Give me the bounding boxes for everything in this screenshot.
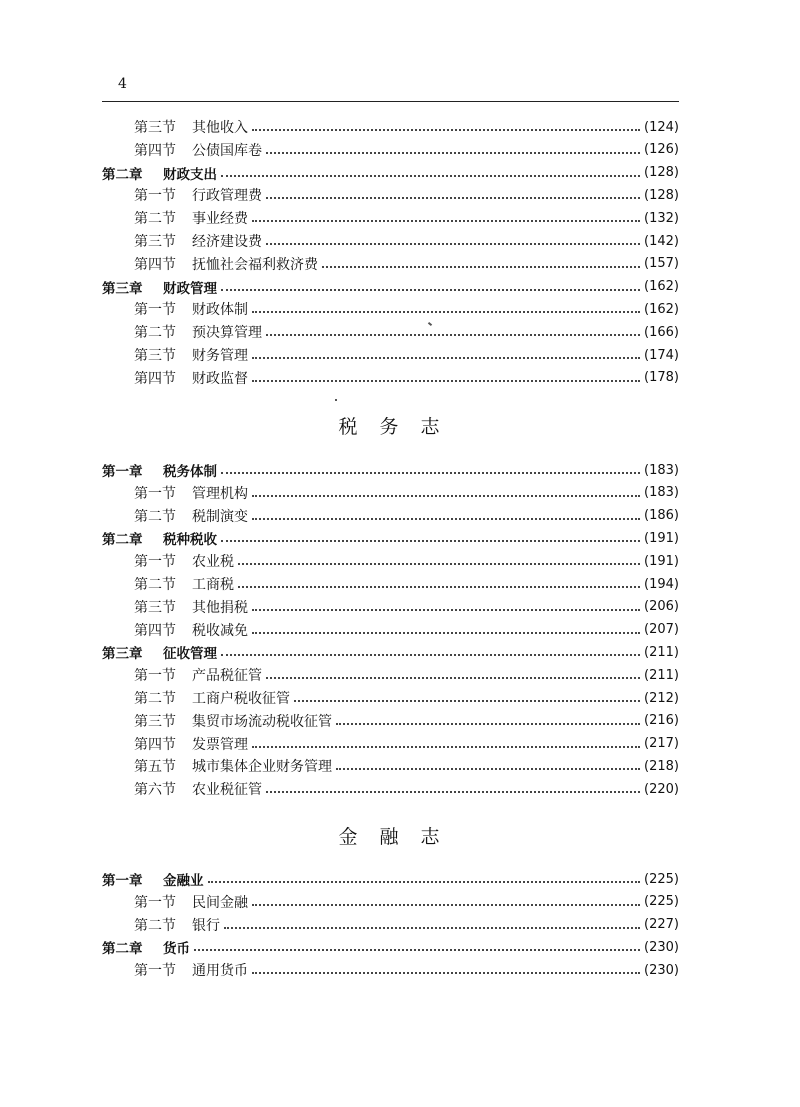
entry-number: 第二节 xyxy=(134,691,176,707)
toc-section-row xyxy=(102,573,679,595)
toc-section-row xyxy=(102,959,679,981)
dot-leader xyxy=(208,881,641,883)
toc-section-row xyxy=(102,139,679,161)
entry-title: 城市集体企业财务管理 xyxy=(192,759,332,776)
toc-chapter-row xyxy=(102,868,679,890)
toc-section-row xyxy=(102,184,679,206)
toc-section-row xyxy=(102,664,679,686)
dot-leader xyxy=(221,540,640,542)
entry-number: 第三节 xyxy=(134,348,176,364)
dot-leader xyxy=(238,586,640,588)
dot-leader xyxy=(221,175,640,177)
toc-chapter-row xyxy=(102,459,679,481)
entry-title: 农业税 xyxy=(192,554,234,571)
dot-leader xyxy=(266,197,640,199)
toc-chapter-row xyxy=(102,641,679,663)
entry-page: (186) xyxy=(644,508,679,524)
entry-page: (211) xyxy=(644,644,679,660)
entry-number: 第一节 xyxy=(134,963,176,980)
entry-number: 第四节 xyxy=(134,370,176,387)
entry-number: 第二章 xyxy=(102,166,143,183)
dot-leader xyxy=(252,495,640,497)
toc-section-row xyxy=(102,298,679,320)
entry-title: 事业经费 xyxy=(192,211,248,228)
dot-leader xyxy=(252,972,640,974)
entry-page: (230) xyxy=(644,962,679,978)
entry-number: 第四节 xyxy=(134,622,176,639)
entry-page: (227) xyxy=(644,917,679,933)
entry-page: (218) xyxy=(644,758,679,774)
entry-page: (220) xyxy=(644,781,679,797)
scan-speck xyxy=(335,399,337,401)
entry-title: 管理机构 xyxy=(192,485,248,502)
toc-section-row xyxy=(102,710,679,732)
dot-leader xyxy=(194,949,640,951)
entry-page: (178) xyxy=(644,370,679,386)
dot-leader xyxy=(252,380,640,382)
dot-leader xyxy=(266,791,640,793)
entry-title: 财政体制 xyxy=(192,302,248,319)
toc-section-row xyxy=(102,914,679,936)
entry-page: (166) xyxy=(644,324,679,340)
toc-section-row xyxy=(102,482,679,504)
entry-page: (206) xyxy=(644,599,679,615)
entry-title: 工商户税收征管 xyxy=(192,691,290,707)
toc-section-row xyxy=(102,321,679,343)
toc-section-row xyxy=(102,116,679,138)
entry-page: (128) xyxy=(644,187,679,203)
toc-section-row xyxy=(102,207,679,229)
entry-title: 财政支出 xyxy=(163,166,217,183)
entry-title: 税制演变 xyxy=(192,508,248,525)
entry-page: (216) xyxy=(644,713,679,729)
entry-title: 民间金融 xyxy=(192,894,248,911)
dot-leader xyxy=(238,563,640,565)
toc-section-row xyxy=(102,619,679,641)
toc-section-row xyxy=(102,733,679,755)
entry-page: (183) xyxy=(644,462,679,478)
dot-leader xyxy=(336,723,640,725)
header-rule xyxy=(102,101,679,102)
toc-section-row xyxy=(102,596,679,618)
entry-page: (183) xyxy=(644,485,679,501)
dot-leader xyxy=(221,654,640,656)
entry-title: 征收管理 xyxy=(163,646,217,663)
entry-title: 集贸市场流动税收征管 xyxy=(192,713,332,730)
entry-number: 第一节 xyxy=(134,894,176,911)
dot-leader xyxy=(266,677,640,679)
dot-leader xyxy=(252,609,640,611)
entry-page: (225) xyxy=(644,894,679,910)
toc-chapter-row xyxy=(102,527,679,549)
entry-number: 第二节 xyxy=(134,325,176,342)
entry-number: 第三章 xyxy=(102,646,143,663)
entry-number: 第二节 xyxy=(134,508,176,525)
toc-chapter-row xyxy=(102,276,679,298)
entry-title: 产品税征管 xyxy=(192,668,262,685)
toc-section-row xyxy=(102,367,679,389)
entry-number: 第二章 xyxy=(102,532,143,549)
entry-number: 第一节 xyxy=(134,485,176,502)
toc-section-row xyxy=(102,230,679,252)
page-number: 4 xyxy=(118,76,127,92)
entry-page: (225) xyxy=(644,871,679,887)
entry-page: (142) xyxy=(644,233,679,249)
entry-title: 通用货币 xyxy=(192,963,248,980)
entry-number: 第一章 xyxy=(102,464,143,480)
dot-leader xyxy=(252,311,640,313)
entry-page: (157) xyxy=(644,256,679,272)
entry-number: 第一节 xyxy=(134,668,176,685)
toc-section-row xyxy=(102,550,679,572)
dot-leader xyxy=(266,243,640,245)
entry-number: 第四节 xyxy=(134,256,176,273)
entry-title: 公债国库卷 xyxy=(192,142,262,159)
entry-number: 第一节 xyxy=(134,554,176,571)
toc-section-row xyxy=(102,253,679,275)
dot-leader xyxy=(322,266,640,268)
dot-leader xyxy=(252,518,640,520)
entry-page: (162) xyxy=(644,279,679,295)
dot-leader xyxy=(221,289,640,291)
entry-number: 第四节 xyxy=(134,142,176,159)
entry-page: (128) xyxy=(644,165,679,181)
toc-section-row xyxy=(102,755,679,777)
entry-page: (217) xyxy=(644,736,679,752)
entry-title: 工商税 xyxy=(192,577,234,593)
entry-page: (174) xyxy=(644,347,679,363)
entry-number: 第五节 xyxy=(134,759,176,776)
entry-title: 金融业 xyxy=(163,873,204,889)
entry-page: (207) xyxy=(644,622,679,638)
dot-leader xyxy=(224,927,640,929)
entry-title: 预决算管理 xyxy=(192,325,262,342)
dot-leader xyxy=(266,334,640,336)
entry-number: 第三节 xyxy=(134,713,176,730)
entry-title: 财务管理 xyxy=(192,348,248,364)
entry-number: 第一节 xyxy=(134,188,176,205)
entry-number: 第三章 xyxy=(102,280,143,297)
entry-title: 经济建设费 xyxy=(192,234,262,250)
entry-title: 财政监督 xyxy=(192,370,248,387)
entry-title: 税务体制 xyxy=(163,464,217,480)
entry-title: 税种税收 xyxy=(163,532,217,549)
entry-page: (211) xyxy=(644,667,679,683)
entry-title: 抚恤社会福利救济费 xyxy=(192,256,318,273)
dot-leader xyxy=(252,220,640,222)
entry-title: 货币 xyxy=(163,941,190,958)
dot-leader xyxy=(252,904,640,906)
entry-title: 其他收入 xyxy=(192,120,248,136)
toc-section-row xyxy=(102,778,679,800)
toc-section-row xyxy=(102,687,679,709)
entry-page: (124) xyxy=(644,119,679,135)
entry-page: (230) xyxy=(644,939,679,955)
dot-leader xyxy=(221,472,640,474)
entry-number: 第一章 xyxy=(102,873,143,889)
entry-title: 农业税征管 xyxy=(192,782,262,799)
entry-page: (162) xyxy=(644,301,679,317)
dot-leader xyxy=(252,129,640,131)
toc-section-row xyxy=(102,505,679,527)
dot-leader xyxy=(266,152,640,154)
dot-leader xyxy=(294,700,640,702)
toc-section-row xyxy=(102,891,679,913)
entry-page: (132) xyxy=(644,210,679,226)
entry-title: 行政管理费 xyxy=(192,188,262,205)
entry-number: 第二节 xyxy=(134,917,176,934)
entry-title: 银行 xyxy=(192,917,220,934)
entry-number: 第三节 xyxy=(134,234,176,250)
entry-number: 第六节 xyxy=(134,782,176,799)
entry-title: 财政管理 xyxy=(163,280,217,297)
entry-number: 第二节 xyxy=(134,211,176,228)
dot-leader xyxy=(252,632,640,634)
entry-number: 第三节 xyxy=(134,599,176,616)
entry-page: (212) xyxy=(644,690,679,706)
entry-number: 第四节 xyxy=(134,736,176,753)
entry-title: 其他捐税 xyxy=(192,599,248,616)
entry-page: (126) xyxy=(644,142,679,158)
dot-leader xyxy=(252,357,640,359)
entry-number: 第三节 xyxy=(134,120,176,136)
entry-number: 第二节 xyxy=(134,577,176,593)
entry-page: (194) xyxy=(644,576,679,592)
entry-title: 发票管理 xyxy=(192,736,248,753)
dot-leader xyxy=(336,768,640,770)
dot-leader xyxy=(252,746,640,748)
toc-chapter-row xyxy=(102,162,679,184)
entry-title: 税收减免 xyxy=(192,622,248,639)
entry-page: (191) xyxy=(644,553,679,569)
entry-number: 第二章 xyxy=(102,941,143,958)
entry-page: (191) xyxy=(644,530,679,546)
toc-chapter-row xyxy=(102,936,679,958)
part-heading: 金融志 xyxy=(338,826,462,848)
toc-section-row xyxy=(102,344,679,366)
entry-number: 第一节 xyxy=(134,302,176,319)
part-heading: 税务志 xyxy=(338,416,462,438)
